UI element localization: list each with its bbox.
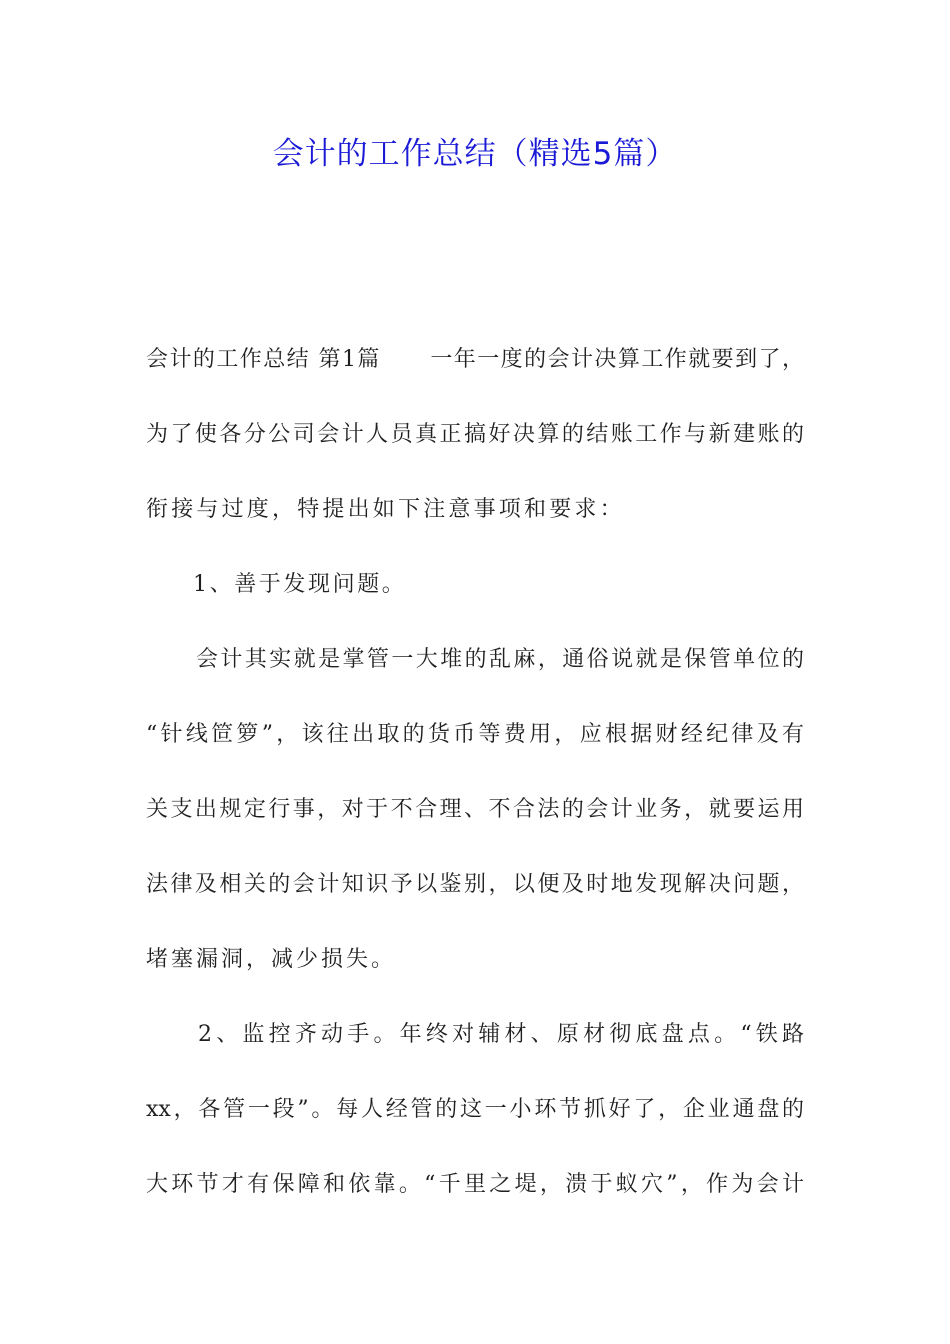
list-heading: 2、监控齐动手。年终对辅材、原材彻底盘点。“铁路 (198, 1022, 804, 1047)
section-heading: 会计的工作总结 第1篇 (146, 347, 381, 372)
paragraph-line: 大环节才有保障和依靠。“千里之堤，溃于蚁穴”，作为会计 (146, 1172, 804, 1197)
paragraph-line: 法律及相关的会计知识予以鉴别，以便及时地发现解决问题， (146, 872, 804, 897)
paragraph-line (146, 345, 804, 375)
paragraph-line: 衔接与过度，特提出如下注意事项和要求： (146, 497, 625, 522)
paragraph-text: 一年一度的会计决算工作就要到了， (428, 347, 804, 372)
paragraph-line: 会计其实就是掌管一大堆的乱麻，通俗说就是保管单位的 (196, 647, 804, 672)
paragraph-line: “针线笸箩”，该往出取的货币等费用，应根据财经纪律及有 (146, 722, 804, 747)
document-title: 会计的工作总结（精选5篇） (272, 136, 678, 172)
paragraph-line: 关支出规定行事，对于不合理、不合法的会计业务，就要运用 (146, 797, 804, 822)
paragraph-line: 堵塞漏洞，减少损失。 (146, 947, 397, 972)
list-heading: 1、善于发现问题。 (193, 572, 407, 597)
paragraph-line: 为了使各分公司会计人员真正搞好决算的结账工作与新建账的 (146, 422, 804, 447)
paragraph-line: xx，各管一段”。每人经管的这一小环节抓好了，企业通盘的 (146, 1097, 804, 1122)
